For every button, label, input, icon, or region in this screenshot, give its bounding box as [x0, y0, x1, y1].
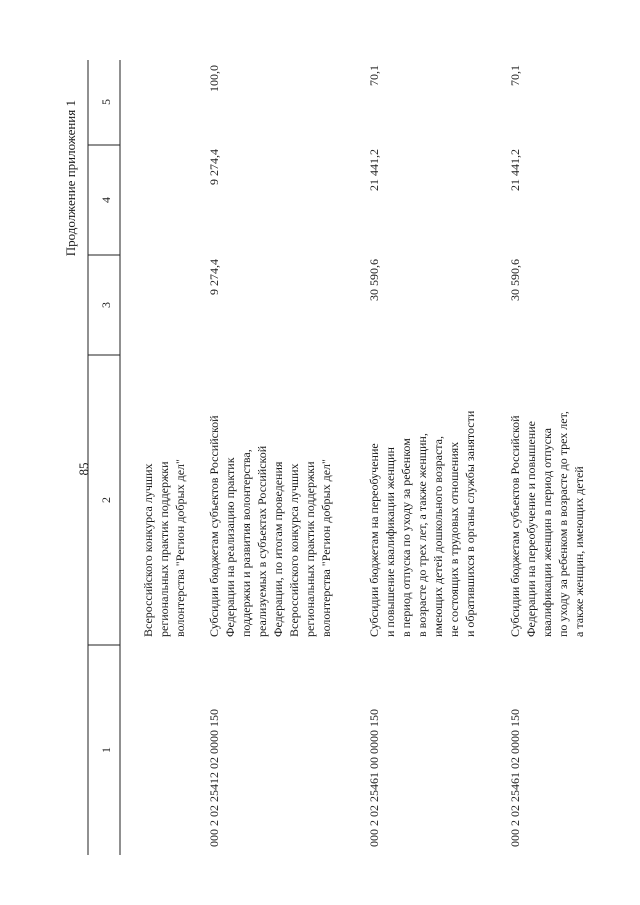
row-value-col3: 30 590,6	[508, 259, 522, 301]
column-number-1: 1	[99, 747, 113, 753]
row-value-col4: 9 274,4	[207, 149, 221, 185]
row-name: Субсидии бюджетам субъектов Российской Федерации на переобучение и повышение квалификации женщин в период отпуска по уходу за ребенком в возрасте до трех лет, а также женщин, имеющих детей	[508, 411, 586, 637]
row-code: 000 2 02 25412 02 0000 150	[207, 709, 221, 847]
row-value-col3: 9 274,4	[207, 259, 221, 295]
row-name: Субсидии бюджетам субъектов Российской Федерации на реализацию практик поддержки и развития волонтерства, реализуемых в субъектах Российской Федерации, по итогам проведения Всероссийского конкурса лучших региональных практик поддержки волонтерства "Регион добрых дел"	[207, 415, 333, 637]
table-row	[367, 65, 477, 847]
row-name: Всероссийского конкурса лучших региональных практик поддержки волонтерства "Регион добрых дел"	[141, 459, 187, 637]
row-value-col5: 100,0	[207, 65, 221, 92]
column-number-2: 2	[99, 497, 113, 503]
row-value-col4: 21 441,2	[508, 149, 522, 191]
row-name: Субсидии бюджетам на переобучение и повышение квалификации женщин в период отпуска по уходу за ребенком в возрасте до трех лет, а также женщин, имеющих детей дошкольного возраста, не состоящих в трудовых отношениях и обратившихся в органы службы занятости	[367, 410, 477, 637]
row-code: 000 2 02 25461 00 0000 150	[367, 709, 381, 847]
row-value-col3: 30 590,6	[367, 259, 381, 301]
table-row	[508, 65, 586, 847]
continuation-label: Продолжение приложения 1	[63, 100, 78, 257]
table-grid	[88, 60, 120, 855]
rotated-document	[63, 60, 586, 855]
row-value-col4: 21 441,2	[367, 149, 381, 191]
row-value-col5: 70,1	[508, 65, 522, 86]
table-row	[141, 458, 187, 637]
column-number-5: 5	[99, 99, 113, 105]
column-number-4: 4	[99, 197, 113, 203]
row-value-col5: 70,1	[367, 65, 381, 86]
row-code: 000 2 02 25461 02 0000 150	[508, 709, 522, 847]
column-number-3: 3	[99, 302, 113, 308]
table-row	[207, 65, 333, 847]
page-number: 85	[76, 462, 91, 476]
